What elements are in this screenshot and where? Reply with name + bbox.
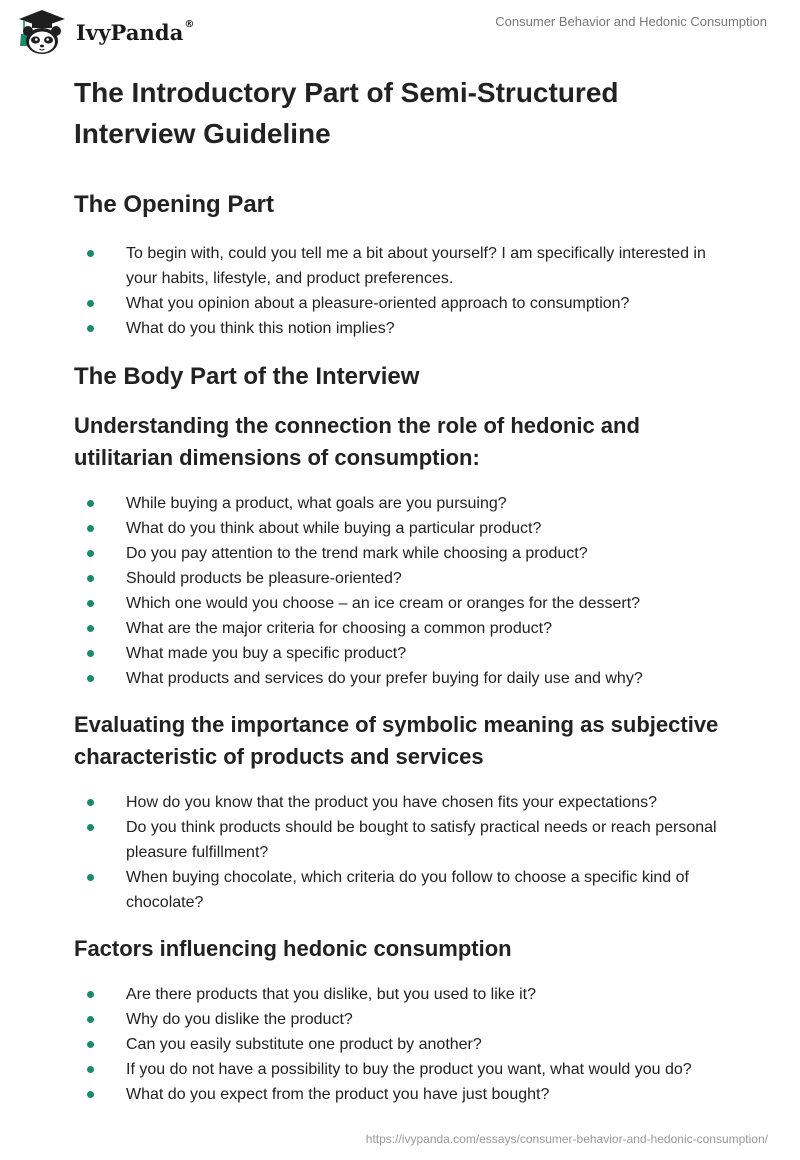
section-heading-opening: The Opening Part — [74, 191, 275, 218]
bullet-icon — [87, 991, 94, 998]
factors-question-list — [74, 982, 734, 1107]
list-item: Which one would you choose – an ice cream or oranges for the dessert? — [74, 591, 734, 616]
bullet-icon — [87, 325, 94, 332]
list-item: What do you think this notion implies? — [74, 316, 734, 341]
list-item: Can you easily substitute one product by another? — [74, 1032, 734, 1057]
bullet-icon — [87, 550, 94, 557]
understanding-question-list — [74, 491, 734, 691]
bullet-icon — [87, 1066, 94, 1073]
bullet-icon — [87, 675, 94, 682]
registered-mark: ® — [184, 18, 195, 30]
list-item: Should products be pleasure-oriented? — [74, 566, 734, 591]
page-title: The Introductory Part of Semi-Structured Interview Guideline — [74, 77, 619, 149]
list-item: Why do you dislike the product? — [74, 1007, 734, 1032]
bullet-icon — [87, 799, 94, 806]
bullet-icon — [87, 625, 94, 632]
subsection-heading-understanding: Understanding the connection the role of hedonic and utilitarian dimensions of consumption: — [74, 413, 640, 470]
list-item: How do you know that the product you have chosen fits your expectations? — [74, 790, 734, 815]
document-content — [74, 70, 734, 1107]
list-item: To begin with, could you tell me a bit about yourself? I am specifically interested in your habits, lifestyle, and product preferences. — [74, 241, 734, 291]
evaluating-question-list — [74, 790, 734, 915]
list-item: If you do not have a possibility to buy the product you want, what would you do? — [74, 1057, 734, 1082]
list-item: When buying chocolate, which criteria do you follow to choose a specific kind of chocolate? — [74, 865, 734, 915]
subsection-heading-evaluating: Evaluating the importance of symbolic meaning as subjective characteristic of products and services — [74, 712, 719, 769]
list-item: What products and services do your prefer buying for daily use and why? — [74, 666, 734, 691]
bullet-icon — [87, 250, 94, 257]
list-item: What do you expect from the product you have just bought? — [74, 1082, 734, 1107]
ivypanda-logo[interactable] — [16, 8, 195, 56]
bullet-icon — [87, 874, 94, 881]
page-header — [0, 0, 800, 64]
bullet-icon — [87, 525, 94, 532]
subsection-heading-factors: Factors influencing hedonic consumption — [74, 936, 512, 961]
section-heading-body: The Body Part of the Interview — [74, 363, 420, 390]
list-item: While buying a product, what goals are you pursuing? — [74, 491, 734, 516]
logo-wordmark: IvyPanda® — [76, 18, 195, 45]
bullet-icon — [87, 824, 94, 831]
bullet-icon — [87, 1016, 94, 1023]
list-item: What made you buy a specific product? — [74, 641, 734, 666]
bullet-icon — [87, 600, 94, 607]
running-head: Consumer Behavior and Hedonic Consumption — [495, 14, 767, 29]
list-item: Are there products that you dislike, but you used to like it? — [74, 982, 734, 1007]
opening-question-list — [74, 241, 734, 341]
list-item: What are the major criteria for choosing a common product? — [74, 616, 734, 641]
panda-graduation-cap-logo-icon — [16, 8, 68, 56]
bullet-icon — [87, 500, 94, 507]
bullet-icon — [87, 1091, 94, 1098]
bullet-icon — [87, 1041, 94, 1048]
bullet-icon — [87, 300, 94, 307]
list-item: Do you think products should be bought to satisfy practical needs or reach personal pleasure fulfillment? — [74, 815, 734, 865]
list-item: What you opinion about a pleasure-oriented approach to consumption? — [74, 291, 734, 316]
bullet-icon — [87, 575, 94, 582]
source-url-link[interactable]: https://ivypanda.com/essays/consumer-behavior-and-hedonic-consumption/ — [365, 1132, 768, 1146]
list-item: Do you pay attention to the trend mark while choosing a product? — [74, 541, 734, 566]
list-item: What do you think about while buying a particular product? — [74, 516, 734, 541]
bullet-icon — [87, 650, 94, 657]
